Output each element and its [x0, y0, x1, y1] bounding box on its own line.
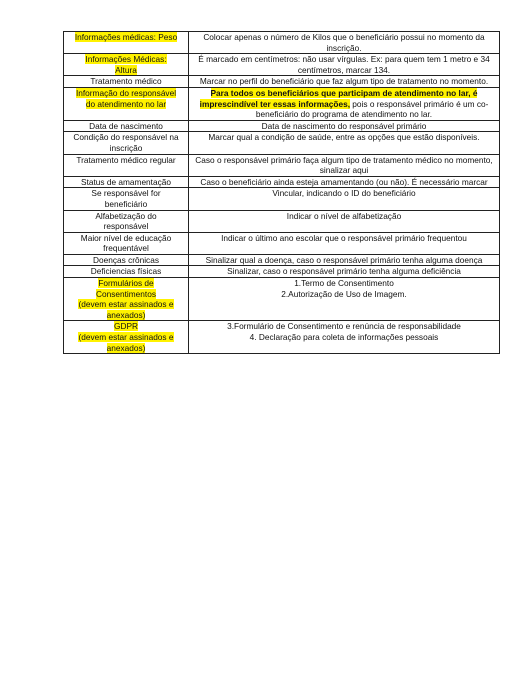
- field-label-cell: [64, 188, 189, 210]
- field-description-text: Indicar o nível de alfabetização: [286, 210, 402, 221]
- table-row: [64, 210, 500, 232]
- field-description-text: Sinalizar, caso o responsável primário tenha alguma deficiência: [227, 266, 461, 277]
- field-label-cell: [64, 132, 189, 154]
- field-label-text: inscrição: [109, 142, 143, 153]
- field-label-text: Maior nível de educação: [80, 232, 172, 243]
- field-label-text: (devem estar assinados e: [78, 332, 174, 343]
- field-label-cell: [64, 120, 189, 132]
- field-description-cell: [189, 132, 500, 154]
- field-description-text: Caso o beneficiário ainda esteja amamentando (ou não). É necessário marcar: [200, 176, 488, 187]
- field-description-text: Marcar no perfil do beneficiário que faz algum tipo de tratamento no momento.: [199, 76, 489, 87]
- field-description-cell: [189, 32, 500, 54]
- field-label-text: do atendimento no lar: [85, 98, 167, 109]
- field-label-text: Data de nascimento: [89, 120, 163, 131]
- field-description-cell: [189, 154, 500, 176]
- table-row: [64, 76, 500, 88]
- field-description-line: 1.Termo de Consentimento: [294, 278, 394, 289]
- field-description-cell: [189, 210, 500, 232]
- table-row: [64, 54, 500, 76]
- table-row: [64, 87, 500, 120]
- field-guide-table: [63, 31, 500, 354]
- field-description-text: Vincular, indicando o ID do beneficiário: [272, 188, 416, 199]
- field-label-text: Se responsável for: [91, 188, 161, 199]
- field-description-text: Sinalizar qual a doença, caso o responsável primário tenha alguma doença: [205, 254, 483, 265]
- table-row: [64, 266, 500, 278]
- field-label-text: beneficiário: [104, 198, 148, 209]
- field-description-cell: [189, 254, 500, 266]
- field-label-text: Tratamento médico: [90, 76, 162, 87]
- table-row: [64, 321, 500, 354]
- field-description-text: Indicar o último ano escolar que o responsável primário frequentou: [221, 232, 467, 243]
- field-label-text: Consentimentos: [96, 288, 156, 299]
- table-row: [64, 132, 500, 154]
- field-description-cell: [189, 266, 500, 278]
- field-label-cell: [64, 154, 189, 176]
- field-description-cell: [189, 176, 500, 188]
- field-description-line: 2.Autorização de Uso de Imagem.: [281, 288, 407, 299]
- table-row: [64, 232, 500, 254]
- field-description-cell: [189, 188, 500, 210]
- field-description-line: 3.Formulário de Consentimento e renúncia de responsabilidade: [227, 321, 461, 332]
- field-label-text: responsável: [103, 221, 149, 232]
- table-row: [64, 278, 500, 321]
- table-row: [64, 188, 500, 210]
- field-label-text: frequentável: [103, 243, 149, 254]
- field-label-text: Informação do responsável: [75, 87, 177, 98]
- field-label-cell: [64, 321, 189, 354]
- field-description-text: Data de nascimento do responsável primário: [261, 120, 427, 131]
- field-description-text: É marcado em centímetros: não usar vírgulas. Ex: para quem tem 1 metro e 34 centímetros, marcar 134.: [198, 54, 490, 75]
- field-description-text: Para todos os beneficiários que participam de atendimento no lar, é imprescindível ter essas informações,: [199, 87, 478, 109]
- field-label-text: anexados): [106, 342, 146, 353]
- table-row: [64, 154, 500, 176]
- field-description-cell: [189, 321, 500, 354]
- field-label-text: Alfabetização do: [95, 210, 157, 221]
- field-label-text: Informações Médicas:: [85, 54, 167, 65]
- table-row: [64, 32, 500, 54]
- field-label-cell: [64, 210, 189, 232]
- field-label-text: Condição do responsável na: [73, 132, 179, 143]
- field-label-text: Altura: [115, 64, 137, 75]
- field-description-cell: [189, 87, 500, 120]
- field-description-text: Caso o responsável primário faça algum tipo de tratamento médico no momento, sinalizar aqui: [195, 154, 493, 176]
- field-label-cell: [64, 254, 189, 266]
- field-description-text: pois o responsável primário é um co-beneficiário do programa de atendimento no lar.: [255, 98, 489, 120]
- field-label-cell: [64, 54, 189, 76]
- field-label-text: Doenças crônicas: [93, 254, 159, 265]
- field-label-text: anexados): [106, 309, 146, 320]
- field-label-cell: [64, 176, 189, 188]
- field-label-text: Formulários de: [98, 278, 154, 289]
- field-label-text: Deficiencias físicas: [90, 266, 162, 277]
- field-description-cell: [189, 120, 500, 132]
- field-description-text: Colocar apenas o número de Kilos que o beneficiário possui no momento da inscrição.: [203, 32, 485, 53]
- field-description-text: Marcar qual a condição de saúde, entre as opções que estão disponíveis.: [208, 132, 480, 143]
- field-label-text: Status de amamentação: [81, 176, 171, 187]
- field-description-cell: [189, 232, 500, 254]
- field-description-line: 4. Declaração para coleta de informações pessoais: [249, 332, 439, 343]
- field-label-cell: [64, 266, 189, 278]
- table-row: [64, 254, 500, 266]
- field-label-cell: [64, 278, 189, 321]
- field-description-cell: [189, 278, 500, 321]
- field-label-text: GDPR: [114, 321, 138, 332]
- table-row: [64, 120, 500, 132]
- field-label-cell: [64, 76, 189, 88]
- field-description-cell: [189, 54, 500, 76]
- field-label-cell: [64, 87, 189, 120]
- table-row: [64, 176, 500, 188]
- table-body: [64, 32, 500, 354]
- field-label-text: (devem estar assinados e: [78, 299, 174, 310]
- field-description-cell: [189, 76, 500, 88]
- field-label-cell: [64, 32, 189, 54]
- field-label-text: Informações médicas: Peso: [74, 32, 178, 42]
- field-label-cell: [64, 232, 189, 254]
- field-label-text: Tratamento médico regular: [76, 154, 176, 165]
